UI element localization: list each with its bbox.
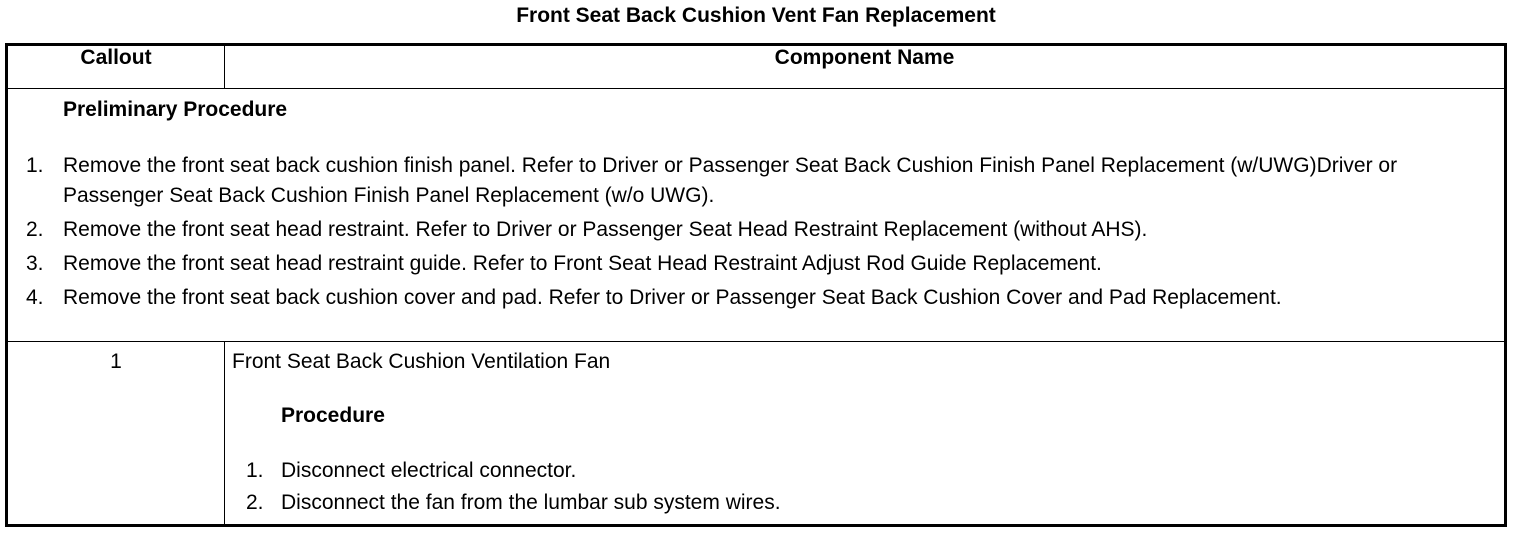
step-text: Disconnect electrical connector.: [281, 459, 577, 482]
step-text: Remove the front seat head restraint. Refer to Driver or Passenger Seat Head Restraint Replacement (without AHS).: [63, 218, 1148, 241]
preliminary-step: [8, 215, 1504, 245]
preliminary-procedure-cell: [7, 89, 1506, 342]
component-steps-list: [225, 456, 1504, 518]
table-row: [7, 342, 1506, 526]
step-number: 3.: [26, 252, 44, 275]
document-title: Front Seat Back Cushion Vent Fan Replacement: [516, 4, 996, 27]
step-text: Remove the front seat head restraint guide. Refer to Front Seat Head Restraint Adjust Rod Guide Replacement.: [63, 252, 1102, 275]
procedure-table: [5, 43, 1507, 527]
preliminary-procedure-heading: Preliminary Procedure: [63, 98, 288, 121]
header-callout: Callout: [7, 45, 225, 89]
callout-number: 1: [110, 350, 122, 373]
preliminary-step: [8, 249, 1504, 279]
step-number: 1.: [246, 459, 264, 482]
preliminary-procedure-row: [7, 89, 1506, 342]
header-component-name: Component Name: [225, 45, 1506, 89]
component-step: [225, 456, 1504, 486]
table-header-row: [7, 45, 1506, 89]
component-name: Front Seat Back Cushion Ventilation Fan: [232, 350, 611, 373]
step-number: 2.: [26, 218, 44, 241]
step-text: Remove the front seat back cushion cover and pad. Refer to Driver or Passenger Seat Back Cushion Cover and Pad Replacement.: [63, 286, 1282, 309]
step-text: Remove the front seat back cushion finish panel. Refer to Driver or Passenger Seat Back Cushion Finish Panel Replacement (w/UWG)Driver or Passenger Seat Back Cushion Finish Panel Replacement (w/o UWG).: [63, 154, 1398, 207]
callout-cell: [7, 342, 225, 526]
procedure-heading: Procedure: [281, 404, 385, 427]
step-number: 1.: [26, 154, 44, 177]
step-number: 2.: [246, 491, 264, 514]
preliminary-step: [8, 283, 1504, 313]
component-cell: [225, 342, 1506, 526]
preliminary-steps-list: [8, 151, 1504, 313]
step-number: 4.: [26, 286, 44, 309]
step-text: Disconnect the fan from the lumbar sub system wires.: [281, 491, 781, 514]
preliminary-step: [8, 151, 1504, 211]
component-step: [225, 488, 1504, 518]
